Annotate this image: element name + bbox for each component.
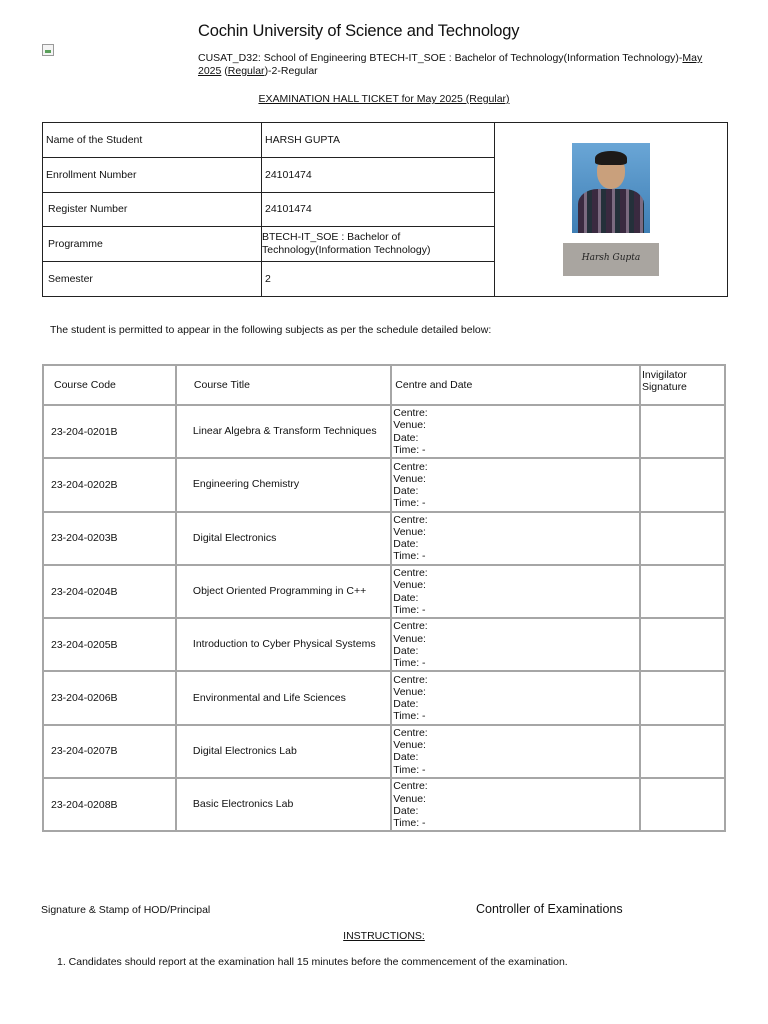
date-label: Date: [393, 591, 419, 604]
student-photo [572, 143, 650, 233]
student-name-value: HARSH GUPTA [262, 123, 495, 158]
centre-label: Centre: [393, 567, 428, 580]
instructions-title: INSTRUCTIONS: [343, 930, 425, 942]
permission-text: The student is permitted to appear in the following subjects as per the schedule detailed below: [50, 324, 492, 336]
course-title: Object Oriented Programming in C++ [176, 565, 391, 618]
venue-label: Venue: [393, 685, 426, 698]
schedule-table [42, 364, 726, 832]
controller-label: Controller of Examinations [476, 902, 623, 916]
course-code: 23-204-0204B [43, 565, 176, 618]
venue-label: Venue: [393, 419, 426, 432]
schedule-row [43, 405, 725, 458]
hall-ticket-title: EXAMINATION HALL TICKET for May 2025 (Regular) [258, 93, 510, 105]
centre-label: Centre: [393, 727, 428, 740]
invigilator-signature-cell [640, 512, 725, 565]
course-code: 23-204-0201B [43, 405, 176, 458]
time-label: Time: - [393, 710, 426, 723]
schedule-row [43, 458, 725, 511]
centre-date [391, 512, 640, 565]
course-code: 23-204-0202B [43, 458, 176, 511]
invigilator-signature-cell [640, 458, 725, 511]
date-label: Date: [393, 538, 419, 551]
course-title: Environmental and Life Sciences [176, 671, 391, 724]
date-label: Date: [393, 431, 419, 444]
time-label: Time: - [393, 816, 426, 829]
photo-signature-cell [495, 123, 728, 297]
centre-date [391, 725, 640, 778]
centre-label: Centre: [393, 460, 428, 473]
semester-value: 2 [262, 262, 495, 297]
course-code-header: Course Code [43, 365, 176, 405]
register-value: 24101474 [262, 192, 495, 227]
enrollment-value: 24101474 [262, 157, 495, 192]
student-signature-image: Harsh Gupta [563, 243, 659, 276]
course-title: Basic Electronics Lab [176, 778, 391, 831]
student-name-label: Name of the Student [43, 123, 262, 158]
date-label: Date: [393, 644, 419, 657]
centre-label: Centre: [393, 673, 428, 686]
course-title: Introduction to Cyber Physical Systems [176, 618, 391, 671]
centre-date [391, 778, 640, 831]
course-title: Digital Electronics Lab [176, 725, 391, 778]
schedule-header-row [43, 365, 725, 405]
venue-label: Venue: [393, 632, 426, 645]
time-label: Time: - [393, 443, 426, 456]
time-label: Time: - [393, 497, 426, 510]
schedule-row [43, 725, 725, 778]
centre-label: Centre: [393, 513, 428, 526]
venue-label: Venue: [393, 792, 426, 805]
invigilator-signature-cell [640, 618, 725, 671]
time-label: Time: - [393, 763, 426, 776]
invigilator-signature-cell [640, 778, 725, 831]
centre-label: Centre: [393, 620, 428, 633]
centre-date [391, 618, 640, 671]
date-label: Date: [393, 751, 419, 764]
date-label: Date: [393, 484, 419, 497]
venue-label: Venue: [393, 579, 426, 592]
venue-label: Venue: [393, 739, 426, 752]
time-label: Time: - [393, 550, 426, 563]
invigilator-signature-cell [640, 405, 725, 458]
time-label: Time: - [393, 603, 426, 616]
course-title: Engineering Chemistry [176, 458, 391, 511]
register-label: Register Number [43, 192, 262, 227]
invigilator-signature-cell [640, 671, 725, 724]
schedule-row [43, 778, 725, 831]
university-title: Cochin University of Science and Technology [198, 22, 520, 40]
enrollment-label: Enrollment Number [43, 157, 262, 192]
centre-date-header: Centre and Date [391, 365, 640, 405]
invigilator-header: Invigilator Signature [640, 365, 725, 405]
schedule-row [43, 512, 725, 565]
schedule-row [43, 618, 725, 671]
programme-value: BTECH-IT_SOE : Bachelor of Technology(Information Technology) [262, 227, 495, 262]
invigilator-signature-cell [640, 565, 725, 618]
invigilator-signature-cell [640, 725, 725, 778]
course-title: Digital Electronics [176, 512, 391, 565]
programme-line: CUSAT_D32: School of Engineering BTECH-IT_SOE : Bachelor of Technology(Information Technology)-May 2025 (Regular)-2-Regular [198, 52, 703, 77]
centre-date [391, 671, 640, 724]
course-code: 23-204-0207B [43, 725, 176, 778]
course-title-header: Course Title [176, 365, 391, 405]
course-code: 23-204-0208B [43, 778, 176, 831]
centre-label: Centre: [393, 780, 428, 793]
student-info-table [42, 122, 728, 297]
date-label: Date: [393, 804, 419, 817]
date-label: Date: [393, 698, 419, 711]
hod-signature-label: Signature & Stamp of HOD/Principal [41, 904, 211, 916]
course-code: 23-204-0205B [43, 618, 176, 671]
centre-date [391, 565, 640, 618]
time-label: Time: - [393, 657, 426, 670]
instruction-item: 1. Candidates should report at the examination hall 15 minutes before the commencement of the examination. [57, 956, 568, 968]
centre-date [391, 458, 640, 511]
venue-label: Venue: [393, 472, 426, 485]
programme-label: Programme [43, 227, 262, 262]
course-code: 23-204-0206B [43, 671, 176, 724]
centre-date [391, 405, 640, 458]
centre-label: Centre: [393, 407, 428, 420]
schedule-row [43, 671, 725, 724]
venue-label: Venue: [393, 526, 426, 539]
course-title: Linear Algebra & Transform Techniques [176, 405, 391, 458]
course-code: 23-204-0203B [43, 512, 176, 565]
schedule-row [43, 565, 725, 618]
semester-label: Semester [43, 262, 262, 297]
broken-image-icon [42, 44, 54, 56]
